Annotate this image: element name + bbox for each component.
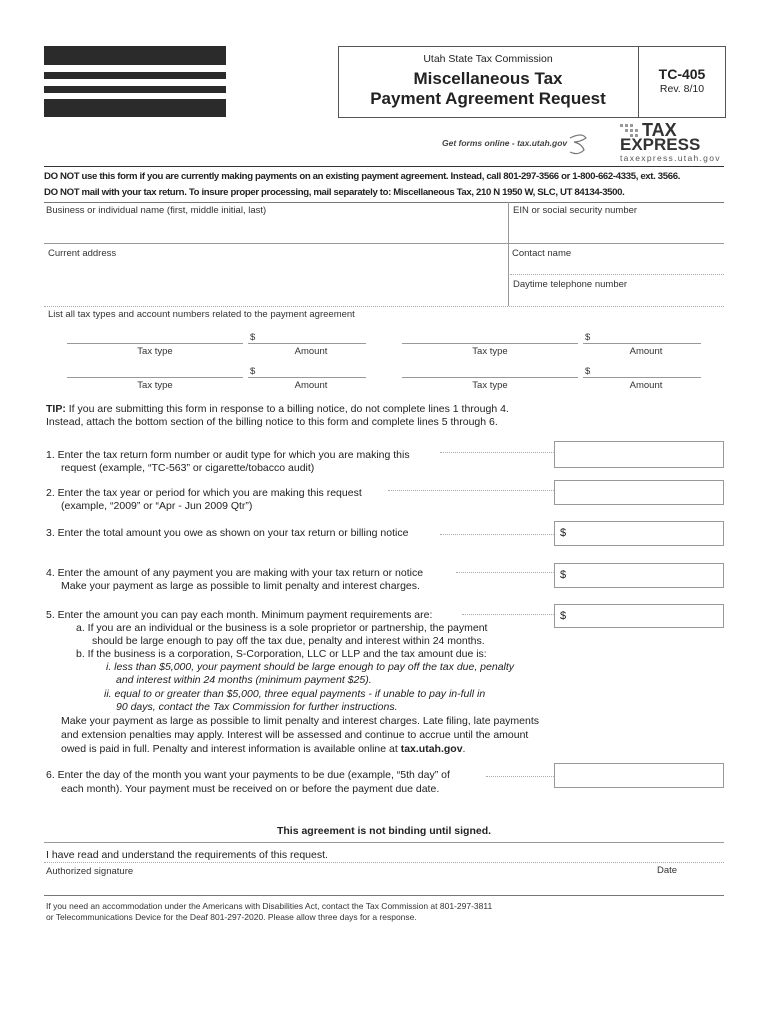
footer-rule <box>44 895 724 896</box>
item-6-line1: 6. Enter the day of the month you want your payments to be due (example, “5th day” of <box>46 769 450 781</box>
get-forms-link[interactable]: Get forms online - tax.utah.gov <box>442 138 568 148</box>
amount-caption: Amount <box>294 346 328 357</box>
header-divider <box>638 46 639 118</box>
dollar-sign: $ <box>250 332 256 343</box>
item-6-input[interactable] <box>554 763 724 788</box>
tax-type-line[interactable] <box>67 377 243 378</box>
item-5-line1: 5. Enter the amount you can pay each month. Minimum payment requirements are: <box>46 609 433 621</box>
item-5-note-line2: and extension penalties may apply. Interest will be assessed and continue to accrue until the amount <box>61 729 529 741</box>
tax-type-caption: Tax type <box>137 380 173 391</box>
header-bar-2 <box>44 72 226 79</box>
amount-line[interactable] <box>583 377 701 378</box>
dollar-sign: $ <box>585 366 591 377</box>
item-1-line2: request (example, “TC-563” or cigarette/tobacco audit) <box>61 462 315 474</box>
amount-line[interactable] <box>583 343 701 344</box>
daytime-phone-label: Daytime telephone number <box>513 279 628 290</box>
item-5b-i-line1: i. less than $5,000, your payment should be large enough to pay off the tax due, penalty <box>106 661 515 673</box>
dollar-sign: $ <box>250 366 256 377</box>
form-revision: Rev. 8/10 <box>659 83 705 95</box>
ein-field[interactable] <box>510 202 724 242</box>
amount-caption: Amount <box>294 380 328 391</box>
warning-top-rule <box>44 166 724 167</box>
amount-caption: Amount <box>629 380 663 391</box>
tip-label: TIP: <box>46 403 66 415</box>
tax-type-caption: Tax type <box>472 346 508 357</box>
tax-types-label: List all tax types and account numbers related to the payment agreement <box>48 309 355 320</box>
item-1-leader <box>440 452 554 453</box>
contact-name-label: Contact name <box>512 248 572 259</box>
current-address-field[interactable] <box>44 244 506 306</box>
header-bar-3 <box>44 86 226 93</box>
item-5-leader <box>462 614 554 615</box>
tax-type-line[interactable] <box>67 343 243 344</box>
daytime-phone-field[interactable] <box>510 276 724 306</box>
dollar-sign: $ <box>560 610 567 622</box>
tax-type-line[interactable] <box>402 377 578 378</box>
tax-utah-gov-link[interactable]: tax.utah.gov <box>400 743 463 755</box>
amount-line[interactable] <box>248 343 366 344</box>
ada-notice-line1: If you need an accommodation under the Americans with Disabilities Act, contact the Tax Commission at 801-297-3811 <box>46 901 493 911</box>
tax-type-caption: Tax type <box>137 346 173 357</box>
date-field[interactable] <box>640 863 724 883</box>
item-5-input[interactable] <box>554 604 724 628</box>
ada-notice-line2: or Telecommunications Device for the Deaf 801-297-2020. Please allow three days for a response. <box>46 912 417 922</box>
item-5a-line2: should be large enough to pay off the tax due, penalty and interest within 24 months. <box>92 635 485 647</box>
swoosh-icon <box>566 132 590 158</box>
dollar-sign: $ <box>585 332 591 343</box>
warning-line1: DO NOT use this form if you are currently making payments on an existing payment agreement. Instead, call 801-297-3566 or 1-800-662-4335, ext. 3566. <box>44 171 681 182</box>
item-5-note-line3: owed is paid in full. Penalty and interest information is available online at tax.utah.gov. <box>61 743 466 755</box>
dollar-sign: $ <box>560 569 567 581</box>
signature-top-rule <box>44 842 724 843</box>
warning-line2: DO NOT mail with your tax return. To insure proper processing, mail separately to: Miscellaneous Tax, 210 N 1950 W, SLC, UT 84134-3500. <box>44 187 625 198</box>
item-6-leader <box>486 776 554 777</box>
item-1-input[interactable] <box>554 441 724 468</box>
item-2-leader <box>388 490 554 491</box>
logo-express-text: EXPRESS <box>620 135 701 154</box>
item-5-note-line1: Make your payment as large as possible to limit penalty and interest charges. Late filing, late payments <box>61 715 540 727</box>
logo-url-text: taxexpress.utah.gov <box>620 153 721 163</box>
item-2-input[interactable] <box>554 480 724 505</box>
current-address-label: Current address <box>48 248 117 259</box>
item-4-line2: Make your payment as large as possible to limit penalty and interest charges. <box>61 580 420 592</box>
business-name-field[interactable] <box>44 202 506 242</box>
amount-line[interactable] <box>248 377 366 378</box>
item-1-line1: 1. Enter the tax return form number or audit type for which you are making this <box>46 449 410 461</box>
form-grid-row3 <box>44 306 724 307</box>
item-5b-line1: b. If the business is a corporation, S-Corporation, LLC or LLP and the tax amount due is: <box>76 648 487 660</box>
form-title-line2: Payment Agreement Request <box>370 89 606 108</box>
binding-notice: This agreement is not binding until signed. <box>276 825 492 837</box>
logo-tax-text: TAX <box>642 120 677 140</box>
item-3-leader <box>440 534 554 535</box>
item-4-input[interactable] <box>554 563 724 588</box>
item-4-line1: 4. Enter the amount of any payment you are making with your tax return or notice <box>46 567 424 579</box>
tax-type-caption: Tax type <box>472 380 508 391</box>
item-4-leader <box>456 572 554 573</box>
business-name-label: Business or individual name (first, middle initial, last) <box>46 205 267 216</box>
form-title-line1: Miscellaneous Tax <box>413 69 563 88</box>
item-3-line1: 3. Enter the total amount you owe as shown on your tax return or billing notice <box>46 527 409 539</box>
item-5b-i-line2: and interest within 24 months (minimum payment $25). <box>116 674 372 686</box>
item-5b-ii-line2: 90 days, contact the Tax Commission for further instructions. <box>116 701 398 713</box>
contact-name-field[interactable] <box>510 244 724 274</box>
tip-text-line1: TIP: If you are submitting this form in response to a billing notice, do not complete lines 1 through 4. <box>46 403 509 415</box>
contact-divider <box>510 274 724 275</box>
item-3-input[interactable] <box>554 521 724 546</box>
item-6-line2: each month). Your payment must be received on or before the payment due date. <box>61 783 440 795</box>
amount-caption: Amount <box>629 346 663 357</box>
form-number: TC-405 <box>658 66 706 82</box>
tax-type-line[interactable] <box>402 343 578 344</box>
tip-text-line2: Instead, attach the bottom section of the billing notice to this form and complete lines 5 through 6. <box>46 416 498 428</box>
form-grid-divider <box>508 202 509 306</box>
ein-label: EIN or social security number <box>513 205 638 216</box>
dollar-sign: $ <box>560 527 567 539</box>
date-label: Date <box>657 865 678 876</box>
item-2-line1: 2. Enter the tax year or period for which you are making this request <box>46 487 362 499</box>
item-5a-line1: a. If you are an individual or the business is a sole proprietor or partnership, the payment <box>76 622 488 634</box>
read-understand-text: I have read and understand the requirements of this request. <box>46 849 328 861</box>
authorized-signature-label: Authorized signature <box>46 866 134 877</box>
header-bar-1 <box>44 46 226 65</box>
header-bar-4 <box>44 99 226 117</box>
agency-name: Utah State Tax Commission <box>423 53 553 65</box>
item-2-line2: (example, “2009” or “Apr - Jun 2009 Qtr”) <box>61 500 253 512</box>
item-5b-ii-line1: ii. equal to or greater than $5,000, three equal payments - if unable to pay in-full in <box>104 688 486 700</box>
